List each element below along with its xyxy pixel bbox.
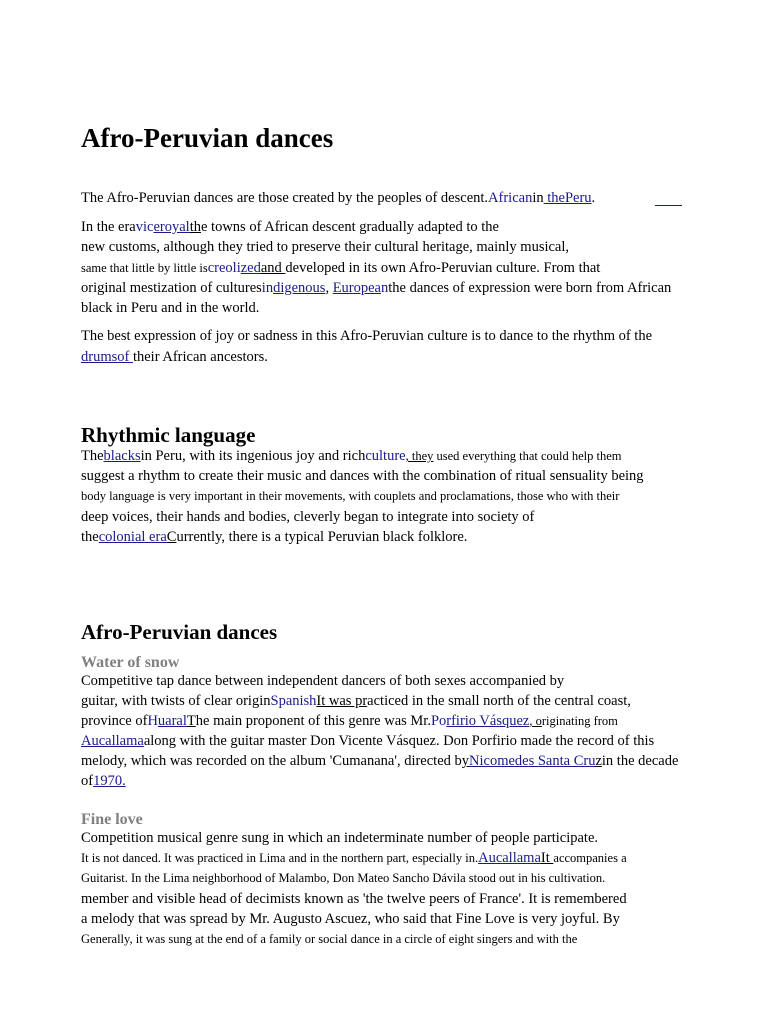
page-title: Afro-Peruvian dances: [81, 123, 334, 153]
fine-line: Guitarist. In the Lima neighborhood of Malambo, Don Mateo Sancho Dávila stood out in his cultivation.: [81, 871, 606, 885]
link-european[interactable]: Europea: [332, 280, 381, 296]
rhythm-line: suggest a rhythm to create their music and dances with the combination of ritual sensuality being: [81, 468, 644, 484]
fine-line: Generally, it was sung at the end of a family or social dance in a circle of eight singers and with the: [81, 932, 578, 946]
intro-line: black in Peru and in the world.: [81, 300, 260, 316]
water-line: melody, which was recorded on the album 'Cumanana', directed byNicomedes Santa Cruzin the decade: [81, 753, 679, 769]
water-line: guitar, with twists of clear originSpanishIt was practiced in the small north of the central coast,: [81, 693, 631, 709]
intro-line: same that little by little iscreolizedand developed in its own Afro-Peruvian culture. From that: [81, 260, 601, 276]
link-viceroyal[interactable]: eroyal: [153, 219, 190, 235]
fine-line: It is not danced. It was practiced in Lima and in the northern part, especially in.AucallamaIt accompanies a: [81, 850, 627, 866]
rhythm-line: thecolonial eraCurrently, there is a typical Peruvian black folklore.: [81, 529, 468, 545]
link-1970[interactable]: 1970: [93, 773, 123, 789]
intro-line: In the eraviceroyalthe towns of African descent gradually adapted to the: [81, 219, 499, 235]
link-european-n[interactable]: n: [381, 280, 389, 296]
link-peru[interactable]: Peru: [564, 190, 592, 206]
link-and[interactable]: and: [260, 260, 286, 276]
link-indigenous-a[interactable]: in: [261, 280, 274, 296]
water-line: Competitive tap dance between independent dancers of both sexes accompanied by: [81, 673, 565, 689]
subsection-heading: Fine love: [81, 811, 143, 828]
fine-line: member and visible head of decimists known as 'the twelve peers of France'. It is remembered: [81, 891, 627, 907]
link-culture[interactable]: culture: [365, 448, 406, 464]
link-huaral-h[interactable]: H: [147, 713, 158, 729]
intro-line: The Afro-Peruvian dances are those created by the peoples of descent.Africanin thePeru.: [81, 190, 596, 206]
intro-line: The best expression of joy or sadness in this Afro-Peruvian culture is to dance to the rhythm of the: [81, 328, 653, 344]
subsection-heading: Water of snow: [81, 654, 180, 671]
link-creolized-a[interactable]: creoli: [207, 260, 241, 276]
section-heading: Afro-Peruvian dances: [81, 620, 278, 644]
link-1970-dot[interactable]: .: [122, 773, 126, 789]
section-heading: Rhythmic language: [81, 423, 256, 447]
link-viceroyal-vic[interactable]: vic: [135, 219, 154, 235]
water-line: province ofHuaralThe main proponent of this genre was Mr.Porfirio Vásquez, originating from: [81, 713, 618, 729]
link-colonial-era[interactable]: colonial era: [98, 529, 167, 545]
link-african[interactable]: African: [488, 190, 533, 206]
link-spanish[interactable]: Spanish: [270, 693, 317, 709]
fine-line: a melody that was spread by Mr. Augusto Ascuez, who said that Fine Love is very joyful. By: [81, 911, 620, 927]
fine-line: Competition musical genre sung in which an indeterminate number of people participate.: [81, 830, 599, 846]
link-aucallama-2[interactable]: Aucallama: [478, 850, 541, 866]
link-of[interactable]: of: [117, 349, 133, 365]
rhythm-line: deep voices, their hands and bodies, cleverly began to integrate into society of: [81, 509, 535, 525]
link-drums[interactable]: drums: [81, 349, 118, 365]
rhythm-line: Theblacksin Peru, with its ingenious joy and richculture, they used everything that could help them: [81, 448, 622, 464]
link-indigenous[interactable]: digenous: [273, 280, 326, 296]
link-the[interactable]: the: [543, 190, 565, 206]
link-porfirio-a[interactable]: Po: [430, 713, 447, 729]
link-porfirio-vasquez[interactable]: rfirio Vásquez: [446, 713, 530, 729]
water-line: Aucallamaalong with the guitar master Don Vicente Vásquez. Don Porfirio made the record of this: [81, 733, 655, 749]
link-creolized-b[interactable]: zed: [240, 260, 261, 276]
link-aucallama[interactable]: Aucallama: [81, 733, 144, 749]
rhythm-line: body language is very important in their movements, with couplets and proclamations, those who with their: [81, 489, 620, 503]
water-line: of1970.: [81, 773, 126, 789]
link-nicomedes-santa-cruz[interactable]: Nicomedes Santa Cru: [469, 753, 596, 769]
trailing-empty-link[interactable]: [655, 191, 682, 206]
link-huaral[interactable]: uaral: [157, 713, 187, 729]
link-blacks[interactable]: blacks: [103, 448, 141, 464]
intro-line: drumsof their African ancestors.: [81, 349, 268, 365]
intro-line: original mestization of culturesindigenous, Europeanthe dances of expression were born from African: [81, 280, 672, 296]
intro-line: new customs, although they tried to preserve their cultural heritage, mainly musical,: [81, 239, 570, 255]
